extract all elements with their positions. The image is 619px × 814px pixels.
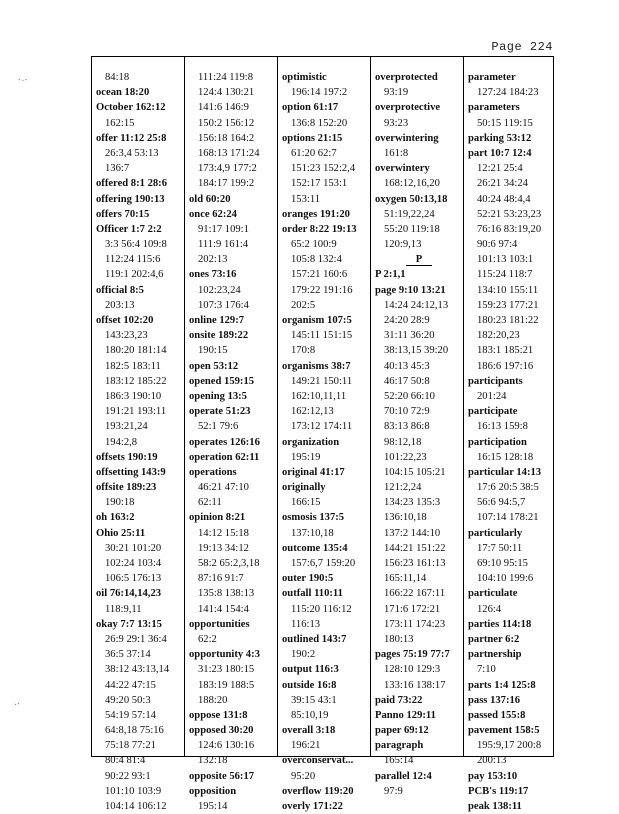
index-reference: 183:19 188:5 xyxy=(198,679,255,691)
index-reference: 168:13 171:24 xyxy=(198,147,260,159)
index-reference: 184:17 199:2 xyxy=(198,178,255,190)
index-term: Panno 129:11 xyxy=(375,709,436,721)
index-reference: 200:13 xyxy=(477,755,507,767)
index-term: particular 14:13 xyxy=(468,466,542,478)
index-reference: 80:4 81:4 xyxy=(105,755,146,767)
index-column-1 xyxy=(96,70,184,814)
index-reference: 107:3 176:4 xyxy=(198,299,249,311)
index-term: output 116:3 xyxy=(282,664,339,676)
index-term: oppose 131:8 xyxy=(189,709,248,721)
index-reference: 137:10,18 xyxy=(291,527,334,539)
index-reference: 52:1 79:6 xyxy=(198,421,239,433)
index-term: overflow 119:20 xyxy=(282,785,354,797)
scan-speck: ·ˑ xyxy=(14,700,21,711)
index-reference: 111:9 161:4 xyxy=(198,239,249,251)
index-term: P 2:1,1 xyxy=(375,269,406,281)
index-reference: 135:8 138:13 xyxy=(198,588,255,600)
index-term: October 162:12 xyxy=(96,102,166,114)
index-reference: 152:17 153:1 xyxy=(291,178,348,190)
index-reference: 124:4 130:21 xyxy=(198,87,255,99)
index-reference: 107:14 178:21 xyxy=(477,512,539,524)
index-reference: 46:21 47:10 xyxy=(198,482,249,494)
index-reference: 116:13 xyxy=(291,618,321,630)
index-term: offers 70:15 xyxy=(96,208,150,220)
index-reference: 194:2,8 xyxy=(105,436,138,448)
index-reference: 126:4 xyxy=(477,603,502,615)
index-reference: 120:9,13 xyxy=(384,239,422,251)
index-reference: 133:16 138:17 xyxy=(384,679,446,691)
index-reference: 201:24 xyxy=(477,390,507,402)
index-term: official 8:5 xyxy=(96,284,144,296)
index-term: offsets 190:19 xyxy=(96,451,158,463)
index-reference: 134:23 135:3 xyxy=(384,497,441,509)
index-term: operations xyxy=(189,466,237,478)
index-reference: 150:2 156:12 xyxy=(198,117,255,129)
index-reference: 104:14 106:12 xyxy=(105,801,167,812)
column-divider xyxy=(277,56,278,757)
index-term: operation 62:11 xyxy=(189,451,260,463)
index-term: Officer 1:7 2:2 xyxy=(96,223,162,235)
index-reference: 61:20 62:7 xyxy=(291,147,337,159)
index-reference: 85:10,19 xyxy=(291,709,329,721)
index-reference: 52:20 66:10 xyxy=(384,390,435,402)
index-term: opposite 56:17 xyxy=(189,770,255,782)
index-term: originally xyxy=(282,482,326,494)
letter-heading xyxy=(375,252,463,267)
index-reference: 151:23 152:2,4 xyxy=(291,163,356,175)
index-reference: 14:24 24:12,13 xyxy=(384,299,449,311)
index-term: pavement 158:5 xyxy=(468,725,540,737)
index-column-3 xyxy=(282,70,370,814)
index-reference: 87:16 91:7 xyxy=(198,573,244,585)
index-reference: 137:2 144:10 xyxy=(384,527,441,539)
index-reference: 17:7 50:11 xyxy=(477,542,523,554)
index-reference: 195:14 xyxy=(198,801,228,812)
index-reference: 16:13 159:8 xyxy=(477,421,528,433)
index-reference: 186:6 197:16 xyxy=(477,360,534,372)
index-term: parallel 12:4 xyxy=(375,770,432,782)
index-term: original 41:17 xyxy=(282,466,345,478)
index-term: Ohio 25:11 xyxy=(96,527,146,539)
index-term: partnership xyxy=(468,649,522,661)
index-reference: 118:9,11 xyxy=(105,603,142,615)
index-term: operates 126:16 xyxy=(189,436,260,448)
index-term: osmosis 137:5 xyxy=(282,512,345,524)
index-reference: 183:1 185:21 xyxy=(477,345,534,357)
index-reference: 115:20 116:12 xyxy=(291,603,352,615)
index-reference: 156:18 164:2 xyxy=(198,132,255,144)
index-reference: 64:8,18 75:16 xyxy=(105,725,164,737)
index-term: open 53:12 xyxy=(189,360,239,372)
index-reference: 49:20 50:3 xyxy=(105,694,151,706)
index-reference: 76:16 83:19,20 xyxy=(477,223,542,235)
index-reference: 50:15 119:15 xyxy=(477,117,533,129)
index-term: outfall 110:11 xyxy=(282,588,343,600)
index-reference: 36:5 37:14 xyxy=(105,649,151,661)
index-reference: 56:6 94:5,7 xyxy=(477,497,526,509)
index-reference: 136:8 152:20 xyxy=(291,117,348,129)
index-reference: 128:10 129:3 xyxy=(384,664,441,676)
index-term: parameters xyxy=(468,102,520,114)
index-reference: 165:11,14 xyxy=(384,573,427,585)
index-term: participation xyxy=(468,436,527,448)
index-reference: 173:11 174:23 xyxy=(384,618,446,630)
index-term: organisms 38:7 xyxy=(282,360,351,372)
index-reference: 186:3 190:10 xyxy=(105,390,162,402)
index-reference: 166:15 xyxy=(291,497,321,509)
index-reference: 180:13 xyxy=(384,633,414,645)
index-reference: 159:23 177:21 xyxy=(477,299,539,311)
index-term: pay 153:10 xyxy=(468,770,518,782)
index-term: pass 137:16 xyxy=(468,694,521,706)
index-reference: 58:2 65:2,3,18 xyxy=(198,558,260,569)
index-reference: 121:2,24 xyxy=(384,482,422,494)
index-reference: 65:2 100:9 xyxy=(291,239,337,251)
index-reference: 190:18 xyxy=(105,497,135,509)
index-reference: 83:13 86:8 xyxy=(384,421,430,433)
index-term: particulate xyxy=(468,588,518,600)
index-reference: 183:12 185:22 xyxy=(105,375,167,387)
index-term: pages 75:19 77:7 xyxy=(375,649,450,661)
index-reference: 143:23,23 xyxy=(105,330,148,342)
index-term: overwintering xyxy=(375,132,439,144)
index-term: paper 69:12 xyxy=(375,725,429,737)
index-term: oh 163:2 xyxy=(96,512,135,524)
index-term: opportunity 4:3 xyxy=(189,649,260,661)
column-divider xyxy=(463,56,464,757)
index-reference: 182:5 183:11 xyxy=(105,360,161,372)
index-reference: 190:2 xyxy=(291,649,316,661)
index-term: parts 1:4 125:8 xyxy=(468,679,536,691)
index-reference: 46:17 50:8 xyxy=(384,375,430,387)
index-reference: 62:2 xyxy=(198,633,217,645)
index-reference: 16:15 128:18 xyxy=(477,451,534,463)
index-reference: 30:21 101:20 xyxy=(105,542,162,554)
index-term: paid 73:22 xyxy=(375,694,423,706)
index-reference: 38:13,15 39:20 xyxy=(384,345,449,357)
index-reference: 191:21 193:11 xyxy=(105,406,167,418)
index-reference: 168:12,16,20 xyxy=(384,178,440,190)
index-term: offset 102:20 xyxy=(96,315,154,326)
index-term: organism 107:5 xyxy=(282,315,352,326)
index-reference: 93:19 xyxy=(384,87,409,99)
index-reference: 111:24 119:8 xyxy=(198,72,254,83)
index-reference: 31:11 36:20 xyxy=(384,330,435,342)
index-reference: 104:10 199:6 xyxy=(477,573,534,585)
index-reference: 171:6 172:21 xyxy=(384,603,441,615)
index-term: opposed 30:20 xyxy=(189,725,254,737)
index-term: options 21:15 xyxy=(282,132,343,144)
index-term: parameter xyxy=(468,72,516,83)
index-reference: 166:22 167:11 xyxy=(384,588,446,600)
index-reference: 202:5 xyxy=(291,299,316,311)
index-reference: 182:20,23 xyxy=(477,330,520,342)
index-reference: 195:19 xyxy=(291,451,321,463)
index-term: offer 11:12 25:8 xyxy=(96,132,167,144)
index-reference: 149:21 150:11 xyxy=(291,375,353,387)
index-term: opening 13:5 xyxy=(189,390,247,402)
index-reference: 62:11 xyxy=(198,497,222,509)
index-reference: 165:14 xyxy=(384,755,414,767)
index-term: peak 138:11 xyxy=(468,801,522,812)
index-term: opinion 8:21 xyxy=(189,512,246,524)
index-term: offsite 189:23 xyxy=(96,482,157,494)
index-term: overwintery xyxy=(375,163,430,175)
index-reference: 195:9,17 200:8 xyxy=(477,740,542,752)
index-column-2 xyxy=(189,70,277,814)
index-reference: 179:22 191:16 xyxy=(291,284,353,296)
index-reference: 170:8 xyxy=(291,345,316,357)
index-reference: 26:9 29:1 36:4 xyxy=(105,633,167,645)
index-reference: 70:10 72:9 xyxy=(384,406,430,418)
index-term: overly 171:22 xyxy=(282,801,343,812)
index-term: part 10:7 12:4 xyxy=(468,147,532,159)
index-term: partner 6:2 xyxy=(468,633,520,645)
index-term: opened 159:15 xyxy=(189,375,255,387)
index-term: overprotective xyxy=(375,102,441,114)
index-reference: 156:23 161:13 xyxy=(384,558,446,569)
index-reference: 180:20 181:14 xyxy=(105,345,167,357)
index-reference: 145:11 151:15 xyxy=(291,330,353,342)
index-term: organization xyxy=(282,436,340,448)
index-reference: 162:10,11,11 xyxy=(291,390,347,402)
index-reference: 162:12,13 xyxy=(291,406,334,418)
index-reference: 93:23 xyxy=(384,117,409,129)
index-reference: 26:3,4 53:13 xyxy=(105,147,159,159)
index-reference: 39:15 43:1 xyxy=(291,694,337,706)
index-reference: 69:10 95:15 xyxy=(477,558,528,569)
index-reference: 51:19,22,24 xyxy=(384,208,435,220)
index-term: overall 3:18 xyxy=(282,725,336,737)
index-reference: 84:18 xyxy=(105,72,130,83)
index-reference: 12:21 25:4 xyxy=(477,163,523,175)
index-reference: 31:23 180:15 xyxy=(198,664,255,676)
index-term: participants xyxy=(468,375,523,387)
index-reference: 119:1 202:4,6 xyxy=(105,269,164,281)
index-reference: 97:9 xyxy=(384,785,403,797)
index-reference: 40:24 48:4,4 xyxy=(477,193,531,205)
index-reference: 90:22 93:1 xyxy=(105,770,151,782)
page-number-label: Page 224 xyxy=(491,40,553,54)
index-term: offered 8:1 28:6 xyxy=(96,178,167,190)
index-term: overprotected xyxy=(375,72,438,83)
index-reference: 157:6,7 159:20 xyxy=(291,558,356,569)
index-term: participate xyxy=(468,406,518,418)
index-reference: 173:4,9 177:2 xyxy=(198,163,257,175)
index-term: once 62:24 xyxy=(189,208,237,220)
index-term: page 9:10 13:21 xyxy=(375,284,446,296)
index-term: offsetting 143:9 xyxy=(96,466,166,478)
index-reference: 17:6 20:5 38:5 xyxy=(477,482,539,494)
index-term: ocean 18:20 xyxy=(96,87,150,99)
index-term: parties 114:18 xyxy=(468,618,532,630)
index-term: outside 16:8 xyxy=(282,679,337,691)
index-reference: 102:23,24 xyxy=(198,284,241,296)
index-reference: 196:21 xyxy=(291,740,321,752)
index-reference: 153:11 xyxy=(291,193,321,205)
index-term: ones 73:16 xyxy=(189,269,237,281)
index-term: onsite 189:22 xyxy=(189,330,249,342)
index-reference: 101:10 103:9 xyxy=(105,785,162,797)
index-reference: 104:15 105:21 xyxy=(384,466,446,478)
index-term: old 60:20 xyxy=(189,193,231,205)
index-reference: 26:21 34:24 xyxy=(477,178,528,190)
index-reference: 14:12 15:18 xyxy=(198,527,249,539)
index-term: passed 155:8 xyxy=(468,709,526,721)
index-column-5 xyxy=(468,70,556,814)
index-reference: 144:21 151:22 xyxy=(384,542,446,554)
index-reference: 203:13 xyxy=(105,299,135,311)
index-reference: 127:24 184:23 xyxy=(477,87,539,99)
index-term: operate 51:23 xyxy=(189,406,251,418)
index-term: oil 76:14,14,23 xyxy=(96,588,162,600)
index-reference: 162:15 xyxy=(105,117,135,129)
index-reference: 136:7 xyxy=(105,163,130,175)
index-term: online 129:7 xyxy=(189,315,245,326)
index-reference: 136:10,18 xyxy=(384,512,427,524)
index-term: okay 7:7 13:15 xyxy=(96,618,162,630)
index-term: oxygen 50:13,18 xyxy=(375,193,448,205)
index-term: PCB's 119:17 xyxy=(468,785,529,797)
index-reference: 52:21 53:23,23 xyxy=(477,208,542,220)
index-reference: 91:17 109:1 xyxy=(198,223,249,235)
index-reference: 124:6 130:16 xyxy=(198,740,255,752)
index-reference: 3:3 56:4 109:8 xyxy=(105,239,167,251)
index-reference: 112:24 115:6 xyxy=(105,254,161,266)
index-reference: 44:22 47:15 xyxy=(105,679,156,691)
index-term: offering 190:13 xyxy=(96,193,165,205)
index-reference: 101:22,23 xyxy=(384,451,427,463)
index-term: paragraph xyxy=(375,740,424,752)
column-divider xyxy=(370,56,371,757)
index-term: option 61:17 xyxy=(282,102,339,114)
index-reference: 7:10 xyxy=(477,664,496,676)
index-reference: 193:21,24 xyxy=(105,421,148,433)
index-reference: 90:6 97:4 xyxy=(477,239,518,251)
index-term: order 8:22 19:13 xyxy=(282,223,357,235)
index-reference: 24:20 28:9 xyxy=(384,315,430,326)
letter-heading-text: P xyxy=(406,254,432,266)
index-reference: 75:18 77:21 xyxy=(105,740,156,752)
index-term: oranges 191:20 xyxy=(282,208,350,220)
index-reference: 105:8 132:4 xyxy=(291,254,342,266)
index-term: particularly xyxy=(468,527,523,539)
index-column-4 xyxy=(375,70,463,799)
index-reference: 55:20 119:18 xyxy=(384,223,440,235)
index-term: parking 53:12 xyxy=(468,132,532,144)
index-reference: 202:13 xyxy=(198,254,228,266)
index-reference: 188:20 xyxy=(198,694,228,706)
index-term: opposition xyxy=(189,785,237,797)
index-reference: 101:13 103:1 xyxy=(477,254,534,266)
index-reference: 95:20 xyxy=(291,770,316,782)
index-reference: 102:24 103:4 xyxy=(105,558,162,569)
index-reference: 173:12 174:11 xyxy=(291,421,353,433)
column-divider xyxy=(184,56,185,757)
index-reference: 132:18 xyxy=(198,755,228,767)
scan-speck: ˑ·ˑ xyxy=(18,76,28,87)
index-reference: 106:5 176:13 xyxy=(105,573,162,585)
index-reference: 161:8 xyxy=(384,147,409,159)
index-reference: 40:13 45:3 xyxy=(384,360,430,372)
index-term: overconservat... xyxy=(282,755,354,767)
index-reference: 180:23 181:22 xyxy=(477,315,539,326)
index-reference: 38:12 43:13,14 xyxy=(105,664,170,676)
index-term: outer 190:5 xyxy=(282,573,334,585)
index-term: outcome 135:4 xyxy=(282,542,348,554)
index-term: outlined 143:7 xyxy=(282,633,347,645)
index-term: opportunities xyxy=(189,618,250,630)
index-term: optimistic xyxy=(282,72,327,83)
index-reference: 190:15 xyxy=(198,345,228,357)
index-reference: 98:12,18 xyxy=(384,436,422,448)
index-reference: 134:10 155:11 xyxy=(477,284,539,296)
index-reference: 115:24 118:7 xyxy=(477,269,533,281)
index-reference: 141:6 146:9 xyxy=(198,102,249,114)
index-reference: 141:4 154:4 xyxy=(198,603,249,615)
index-reference: 196:14 197:2 xyxy=(291,87,348,99)
index-reference: 157:21 160:6 xyxy=(291,269,348,281)
index-reference: 54:19 57:14 xyxy=(105,709,156,721)
index-reference: 19:13 34:12 xyxy=(198,542,249,554)
